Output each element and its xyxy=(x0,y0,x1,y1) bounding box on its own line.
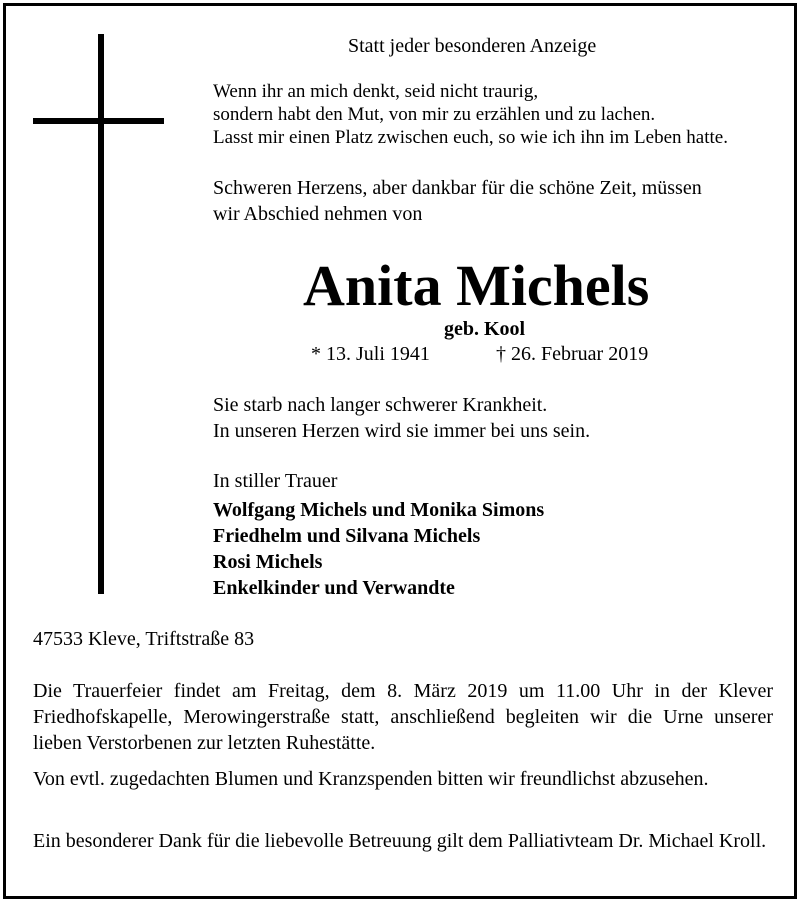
message-text xyxy=(213,392,590,444)
mourner-entry: Wolfgang Michels und Monika Simons xyxy=(213,499,545,521)
mourner-entry: Enkelkinder und Verwandte xyxy=(213,577,455,599)
message-line: In unseren Herzen wird sie immer bei uns sein. xyxy=(213,420,591,442)
cross-icon-bar xyxy=(33,118,164,124)
address: 47533 Kleve, Triftstraße 83 xyxy=(33,628,255,650)
thanks-text: Ein besonderer Dank für die liebevolle Betreuung gilt dem Palliativteam Dr. Michael Kroll. xyxy=(33,830,767,852)
mourners-list xyxy=(213,497,544,601)
birth-date: * 13. Juli 1941 xyxy=(311,343,430,365)
mourning-label: In stiller Trauer xyxy=(213,470,338,492)
mourner-entry: Friedhelm und Silvana Michels xyxy=(213,525,481,547)
obituary-notice xyxy=(3,3,797,899)
deceased-name: Anita Michels xyxy=(303,253,650,318)
death-date: † 26. Februar 2019 xyxy=(496,343,649,365)
poem-line: Wenn ihr an mich denkt, seid nicht traurig, xyxy=(213,81,539,102)
poem xyxy=(213,80,728,149)
header-line: Statt jeder besonderen Anzeige xyxy=(348,35,597,57)
poem-line: sondern habt den Mut, von mir zu erzählen und zu lachen. xyxy=(213,104,656,125)
intro-text xyxy=(213,175,702,227)
poem-line: Lasst mir einen Platz zwischen euch, so wie ich ihn im Leben hatte. xyxy=(213,127,728,148)
flowers-note: Von evtl. zugedachten Blumen und Kranzspenden bitten wir freundlichst abzusehen. xyxy=(33,768,709,790)
ceremony-text: Die Trauerfeier findet am Freitag, dem 8. März 2019 um 11.00 Uhr in der Klever Friedhofskapelle, Merowingerstraße statt, anschließend begleiten wir die Urne unserer lieben Verstorbenen zur letzten Ruhestätte. xyxy=(33,680,773,754)
message-line: Sie starb nach langer schwerer Krankheit. xyxy=(213,394,548,416)
intro-line: wir Abschied nehmen von xyxy=(213,203,423,225)
intro-line: Schweren Herzens, aber dankbar für die schöne Zeit, müssen xyxy=(213,177,702,199)
birth-name: geb. Kool xyxy=(444,318,526,340)
mourner-entry: Rosi Michels xyxy=(213,551,323,573)
